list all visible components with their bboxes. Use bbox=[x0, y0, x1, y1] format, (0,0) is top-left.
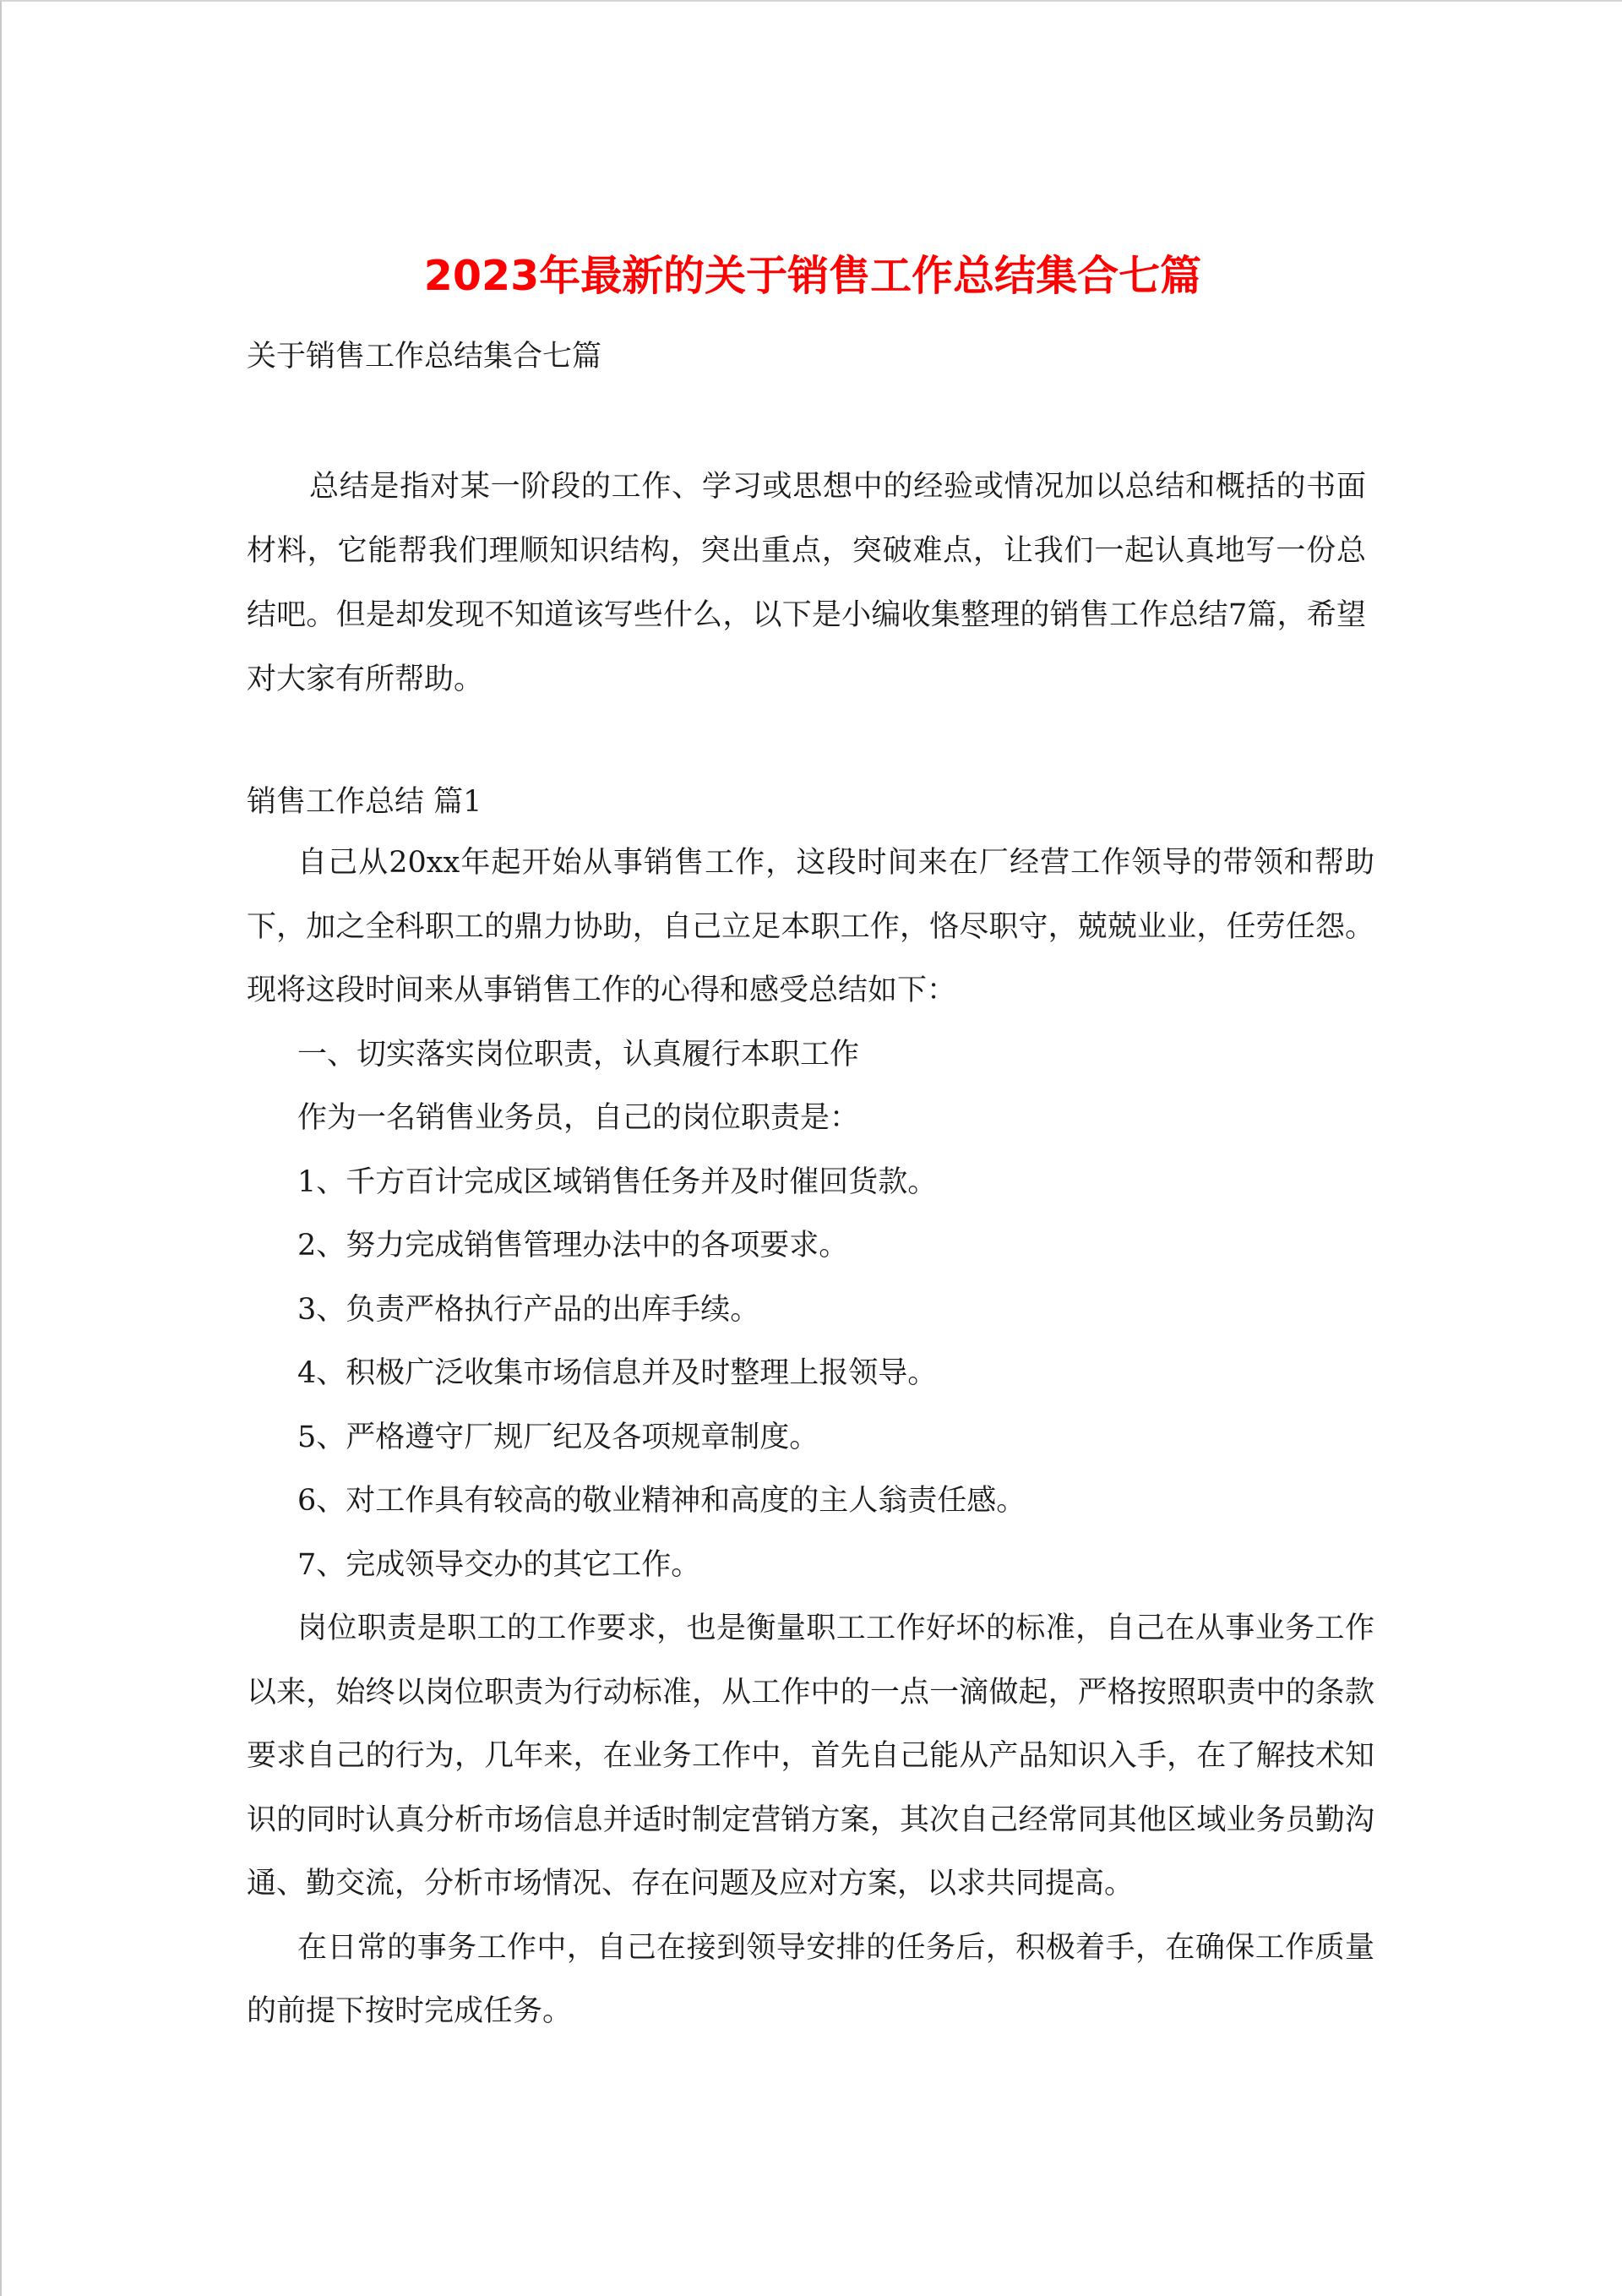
list-item: 2、努力完成销售管理办法中的各项要求。 bbox=[297, 1229, 849, 1263]
body-paragraph: 自己从20xx年起开始从事销售工作，这段时间来在厂经营工作领导的带领和帮助下，加之全科职工的鼎力协助，自己立足本职工作，恪尽职守，兢兢业业，任劳任怨。现将这段时间来从事销售工作的心得和感受总结如下： bbox=[247, 846, 1374, 1007]
body-paragraph: 在日常的事务工作中，自己在接到领导安排的任务后，积极着手，在确保工作质量的前提下按时完成任务。 bbox=[247, 1930, 1374, 2028]
section-body bbox=[247, 832, 1374, 2044]
list-item: 6、对工作具有较高的敬业精神和高度的主人翁责任感。 bbox=[297, 1484, 1026, 1518]
body-paragraph: 作为一名销售业务员，自己的岗位职责是： bbox=[297, 1101, 860, 1135]
duty-heading: 一、切实落实岗位职责，认真履行本职工作 bbox=[297, 1037, 860, 1072]
body-paragraph: 岗位职责是职工的工作要求，也是衡量职工工作好坏的标准，自己在从事业务工作以来，始终以岗位职责为行动标准，从工作中的一点一滴做起，严格按照职责中的条款要求自己的行为，几年来，在业务工作中，首先自己能从产品知识入手，在了解技术知识的同时认真分析市场信息并适时制定营销方案，其次自己经常同其他区域业务员勤沟通、勤交流，分析市场情况、存在问题及应对方案，以求共同提高。 bbox=[247, 1612, 1374, 1901]
intro-paragraph: 总结是指对某一阶段的工作、学习或思想中的经验或情况加以总结和概括的书面材料，它能帮我们理顺知识结构，突出重点，突破难点，让我们一起认真地写一份总结吧。但是却发现不知道该写些什么，以下是小编收集整理的销售工作总结7篇，希望对大家有所帮助。 bbox=[247, 470, 1366, 696]
list-item: 4、积极广泛收集市场信息并及时整理上报领导。 bbox=[297, 1356, 938, 1390]
list-item: 1、千方百计完成区域销售任务并及时催回货款。 bbox=[297, 1164, 938, 1199]
list-item: 5、严格遵守厂规厂纪及各项规章制度。 bbox=[297, 1420, 819, 1454]
document-title: 2023年最新的关于销售工作总结集合七篇 bbox=[423, 252, 1202, 300]
list-item: 3、负责严格执行产品的出库手续。 bbox=[297, 1292, 760, 1327]
list-item: 7、完成领导交办的其它工作。 bbox=[297, 1547, 701, 1582]
section-heading: 销售工作总结 篇1 bbox=[247, 785, 482, 819]
document-subtitle: 关于销售工作总结集合七篇 bbox=[247, 340, 602, 374]
